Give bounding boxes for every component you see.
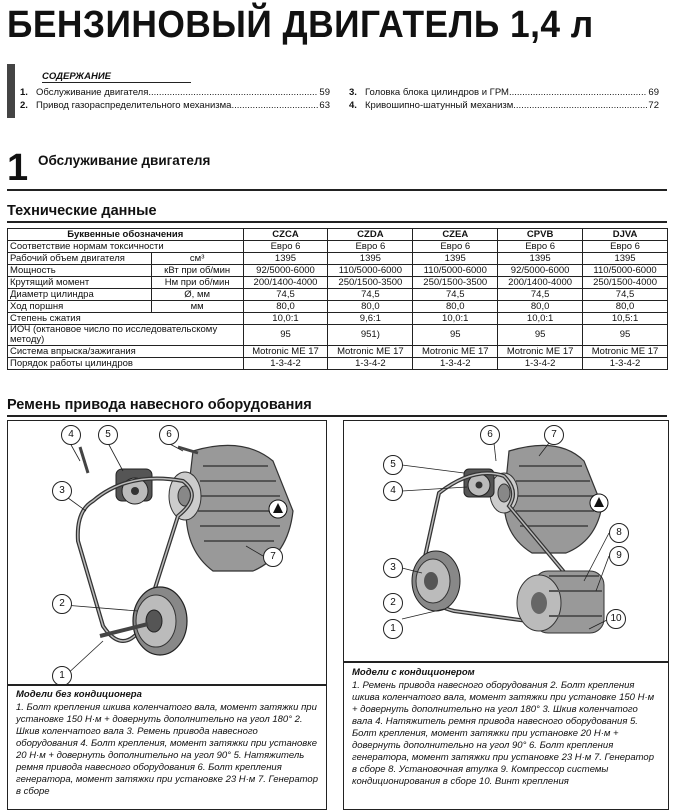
callout-4: 4 [383, 481, 403, 501]
callout-5: 5 [383, 455, 403, 475]
spec-value: Motronic ME 17 [498, 346, 583, 358]
spec-value: 80,0 [243, 301, 328, 313]
specs-row [8, 277, 668, 289]
spec-value: 1-3-4-2 [413, 358, 498, 370]
callout-3: 3 [383, 558, 403, 578]
spec-value: 95 [583, 325, 668, 346]
spec-value: 10,5:1 [583, 313, 668, 325]
callout-10: 10 [606, 609, 626, 629]
spec-value: 95 [243, 325, 328, 346]
spec-label: Ход поршня [8, 301, 152, 313]
spec-value: Евро 6 [328, 241, 413, 253]
engine-code: CPVB [498, 229, 583, 241]
caption-text: 1. Болт крепления шкива коленчатого вала, момент затяжки при установке 150 Н·м + довернуть дополнительно на угол 180° 2. Шкив коленчатого вала 3. Ремень привода навесного оборудования 4. Болт крепления, момент затяжки при установке 20 Н·м + довернуть дополнительно на угол 90° 5. Натяжитель ремня привода навесного оборудования 6. Болт крепления генератора, момент затяжки при установке 23 Н·м 7. Генератор в сборе [16, 702, 319, 797]
spec-value: 95 [498, 325, 583, 346]
caption-separator [8, 684, 326, 686]
spec-value: 110/5000-6000 [413, 265, 498, 277]
spec-value: 1-3-4-2 [243, 358, 328, 370]
spec-value: 250/1500-4000 [583, 277, 668, 289]
spec-value: Евро 6 [243, 241, 328, 253]
specs-row [8, 241, 668, 253]
engine-code: DJVA [583, 229, 668, 241]
contents-right-column [349, 86, 659, 112]
spec-value: 951) [328, 325, 413, 346]
callout-6: 6 [159, 425, 179, 445]
spec-value: 74,5 [243, 289, 328, 301]
belt-heading-underline [7, 415, 667, 417]
spec-value: 110/5000-6000 [328, 265, 413, 277]
spec-label: Рабочий объем двигателя [8, 253, 152, 265]
callout-5: 5 [98, 425, 118, 445]
contents-heading: СОДЕРЖАНИЕ [42, 71, 191, 83]
toc-item[interactable]: 4. Кривошипно-шатунный механизм ..... 72 [349, 99, 659, 112]
contents-box [7, 64, 667, 118]
spec-label: Крутящий момент [8, 277, 152, 289]
spec-value: 1395 [413, 253, 498, 265]
specs-row [8, 253, 668, 265]
page-title: БЕНЗИНОВЫЙ ДВИГАТЕЛЬ 1,4 л [7, 4, 594, 46]
ac-compressor-drawing [517, 571, 604, 633]
callout-2: 2 [383, 593, 403, 613]
spec-value: 95 [413, 325, 498, 346]
caption-separator [344, 661, 668, 663]
section-divider [7, 189, 667, 191]
spec-value: Евро 6 [498, 241, 583, 253]
callout-9: 9 [609, 546, 629, 566]
toc-item[interactable]: 1. Обслуживание двигателя ..... 59 [20, 86, 330, 99]
toc-item[interactable]: 3. Головка блока цилиндров и ГРМ ..... 69 [349, 86, 659, 99]
crankshaft-pulley-drawing [412, 551, 460, 611]
specs-table [7, 228, 668, 370]
specs-row [8, 325, 668, 346]
spec-unit: кВт при об/мин [151, 265, 243, 277]
specs-header-row [8, 229, 668, 241]
spec-label: Мощность [8, 265, 152, 277]
spec-value: 10,0:1 [243, 313, 328, 325]
spec-value: 250/1500-3500 [413, 277, 498, 289]
spec-unit: мм [151, 301, 243, 313]
spec-value: 200/1400-4000 [243, 277, 328, 289]
callout-8: 8 [609, 523, 629, 543]
crankshaft-pulley-drawing [133, 587, 187, 655]
spec-value: 10,0:1 [498, 313, 583, 325]
specs-heading-underline [7, 221, 667, 223]
caption-title: Модели без кондиционера [16, 689, 142, 700]
spec-value: 92/5000-6000 [243, 265, 328, 277]
figure-with-ac [343, 420, 669, 810]
specs-heading: Технические данные [7, 203, 157, 219]
spec-value: Motronic ME 17 [328, 346, 413, 358]
engine-code: CZCA [243, 229, 328, 241]
callout-2: 2 [52, 594, 72, 614]
bolt-4-drawing [80, 447, 88, 473]
spec-value: 250/1500-3500 [328, 277, 413, 289]
spec-label: ИОЧ (октановое число по исследовательскому методу) [8, 325, 244, 346]
specs-row [8, 301, 668, 313]
spec-value: 74,5 [413, 289, 498, 301]
engine-code: CZDA [328, 229, 413, 241]
callout-7: 7 [544, 425, 564, 445]
specs-header-label: Буквенные обозначения [8, 229, 244, 241]
callout-4: 4 [61, 425, 81, 445]
specs-row [8, 358, 668, 370]
contents-left-column [20, 86, 330, 112]
spec-value: 92/5000-6000 [498, 265, 583, 277]
caption-title: Модели с кондиционером [352, 667, 475, 678]
section-number: 1 [7, 147, 29, 189]
spec-value: 1395 [328, 253, 413, 265]
spec-unit: Ø, мм [151, 289, 243, 301]
alternator-drawing [490, 445, 602, 553]
spec-value: 74,5 [498, 289, 583, 301]
spec-value: 1-3-4-2 [498, 358, 583, 370]
specs-row [8, 346, 668, 358]
callout-6: 6 [480, 425, 500, 445]
spec-value: 1395 [583, 253, 668, 265]
contents-bar [7, 64, 15, 118]
engine-code: CZEA [413, 229, 498, 241]
callout-1: 1 [383, 619, 403, 639]
spec-value: 80,0 [328, 301, 413, 313]
spec-value: 80,0 [498, 301, 583, 313]
spec-value: 10,0:1 [413, 313, 498, 325]
callout-3: 3 [52, 481, 72, 501]
spec-value: 9,6:1 [328, 313, 413, 325]
spec-value: Motronic ME 17 [243, 346, 328, 358]
spec-value: Евро 6 [583, 241, 668, 253]
spec-value: 110/5000-6000 [583, 265, 668, 277]
spec-unit: см³ [151, 253, 243, 265]
spec-value: 1395 [243, 253, 328, 265]
figure-without-ac [7, 420, 327, 810]
spec-value: Евро 6 [413, 241, 498, 253]
spec-value: 1-3-4-2 [583, 358, 668, 370]
spec-label: Соответствие нормам токсичности [8, 241, 244, 253]
spec-label: Диаметр цилиндра [8, 289, 152, 301]
spec-label: Система впрыска/зажигания [8, 346, 244, 358]
specs-row [8, 289, 668, 301]
callout-7: 7 [263, 547, 283, 567]
toc-item[interactable]: 2. Привод газораспределительного механизма ..... 63 [20, 99, 330, 112]
spec-value: 74,5 [328, 289, 413, 301]
caption-text: 1. Ремень привода навесного оборудования 2. Болт крепления шкива коленчатого вала, момент затяжки при установке 150 Н·м + довернуть дополнительно на угол 180° 3. Шкив коленчатого вала 4. Натяжитель ремня привода навесного оборудования 5. Болт крепления, момент затяжки при установке 20 Н·м + довернуть дополнительно на угол 90° 6. Болт крепления генератора, момент затяжки при установке 23 Н·м 7. Генератор в сборе 8. Установочная втулка 9. Компрессор системы кондиционирования в сборе 10. Винт крепления [352, 680, 655, 787]
belt-heading: Ремень привода навесного оборудования [7, 397, 312, 413]
section-title: Обслуживание двигателя [38, 153, 211, 168]
callout-1: 1 [52, 666, 72, 686]
contents-inner [17, 64, 667, 118]
spec-value: 200/1400-4000 [498, 277, 583, 289]
spec-value: Motronic ME 17 [413, 346, 498, 358]
specs-row [8, 265, 668, 277]
spec-value: 80,0 [413, 301, 498, 313]
spec-label: Порядок работы цилиндров [8, 358, 244, 370]
caption-without-ac [16, 689, 320, 798]
caption-with-ac [352, 667, 660, 788]
specs-row [8, 313, 668, 325]
spec-value: 1-3-4-2 [328, 358, 413, 370]
spec-label: Степень сжатия [8, 313, 244, 325]
spec-unit: Нм при об/мин [151, 277, 243, 289]
spec-value: 80,0 [583, 301, 668, 313]
spec-value: 74,5 [583, 289, 668, 301]
spec-value: 1395 [498, 253, 583, 265]
spec-value: Motronic ME 17 [583, 346, 668, 358]
